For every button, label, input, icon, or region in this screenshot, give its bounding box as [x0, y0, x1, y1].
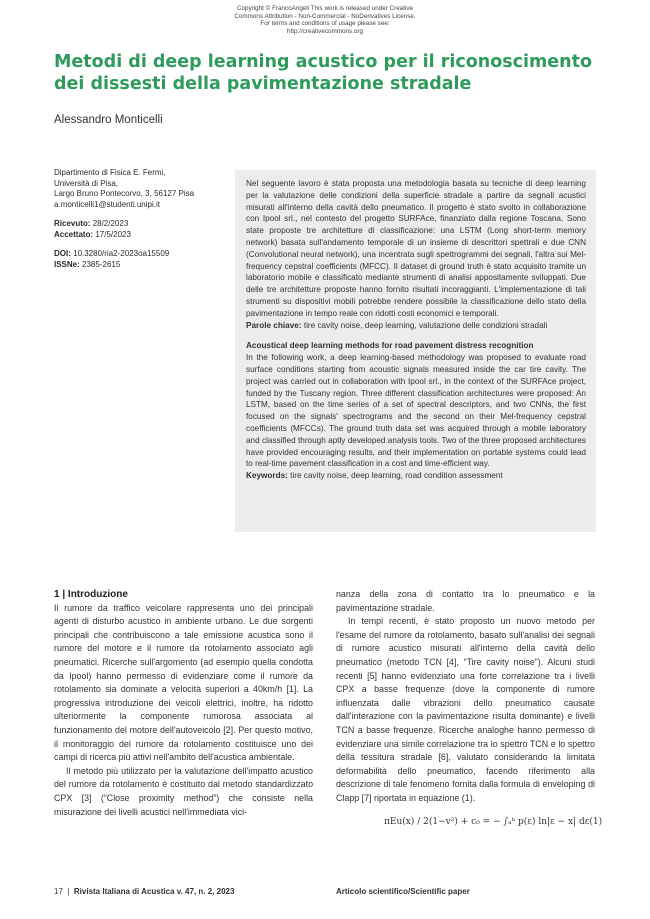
equation — [336, 816, 603, 830]
article-metadata — [54, 168, 224, 279]
keywords-label-en: Keywords: — [246, 471, 288, 481]
issn-label: ISSNe: — [54, 259, 80, 269]
copyright-line: Copyright © FrancoAngeli This work is released under Creative — [236, 5, 414, 12]
page-number: 17 — [54, 887, 63, 896]
received-date: 28/2/2023 — [92, 219, 129, 228]
paper-title: Metodi di deep learning acustico per il riconoscimento dei dissesti della pavimentazione stradale — [54, 52, 592, 94]
dates — [54, 219, 224, 240]
doi-value[interactable]: 10.3280/ria2-2023oa15509 — [73, 249, 170, 258]
doi-label: DOI: — [54, 249, 71, 258]
body-paragraph: Il metodo più utilizzato per la valutazione dell'impatto acustico del rumore da rotolamento è costituito dal metodo standardizzato CPX [3] (“Close proximity method”) che consiste nella misurazione dei livelli acustici nell'immediata vici- — [54, 765, 313, 817]
body-column-right — [336, 588, 603, 829]
keywords-it: tire cavity noise, deep learning, valutazione delle condizioni stradali — [303, 320, 548, 330]
body-paragraph: In tempi recenti, è stato proposto un nuovo metodo per l'esame del rumore da rotolamento, basato sull'analisi dei segnali di rumore acustico misurati all'interno della cavità dello pneumatico (metodo TCN [4], “Tire cavity noise”). Alcuni studi recenti [5] hanno evidenziato una forte correlazione tra i livelli CPX a basse frequenze (dove la componente di rumore influenzata dalle vibrazioni dello pneumatico causate dall'interazione con la pavimentazione risulta dominante) e livelli TCN a basse frequenze. Ricerche analoghe hanno permesso di evidenziare una simile correlazione tra lo spettro TCN e lo spettro della tessitura stradale [6], valutato considerando la limitata deformabilità dello pneumatico, facendo riferimento alla descrizione di tale fenomeno fornita dalla formula di enveloping di Clapp [7] riportata in equazione (1). — [336, 616, 595, 803]
issn-value: 2385-2615 — [82, 259, 121, 269]
section-heading: 1 | Introduzione — [54, 589, 128, 600]
copyright-link[interactable]: http://creativecommons.org — [287, 27, 363, 35]
accepted-date: 17/5/2023 — [95, 229, 131, 239]
abstract-box — [235, 170, 596, 532]
abstract-english-title: Acoustical deep learning methods for road pavement distress recognition — [246, 341, 534, 351]
copyright-line: Commons Attribution - Non-Commercial - NoDerivatives License. — [234, 12, 416, 20]
received-label: Ricevuto: — [54, 219, 91, 228]
body-column-left — [54, 588, 313, 819]
affiliation — [54, 168, 224, 210]
copyright-notice — [0, 5, 650, 35]
affiliation-line: Dipartimento di Fisica E. Fermi, — [54, 168, 166, 177]
identifiers — [54, 249, 224, 270]
accepted-label: Accettato: — [54, 229, 94, 239]
keywords-en: tire cavity noise, deep learning, road condition assessment — [290, 471, 503, 481]
abstract-italian: Nel seguente lavoro è stata proposta una metodologia basata su tecniche di deep learning per la valutazione delle condizioni della superficie stradale a partire da segnali acustici misurati all'interno della cavità dello pneumatico. Il progetto è stato svolto in collaborazione con Ipool srl., nel contesto del progetto SURFAce, finanziato dalla regione Toscana. Sono state proposte tre architetture di classificazione: una LSTM (Long short-term memory network) basata sull'andamento temporale di un insieme di descrittori spettrali e due CNN (Convolutional neural network), una incentrata sugli spettrogrammi dei segnali, l'altra sui Mel-frequency cepstral coefficients (MFCC). Il dataset di ground truth è stato acquisito tramite un laboratorio mobile e classificato mediante strumenti di analisi appositamente sviluppati. Due delle tre architetture proposte hanno fornito risultati incoraggianti. L'implementazione di tali strumenti su dispositivi mobili potrebbe rendere possibile la classificazione dello stato della pavimentazione in tempo reale con ridotti costi economici e temporali. — [246, 179, 586, 318]
author-name: Alessandro Monticelli — [54, 114, 163, 126]
abstract-english: In the following work, a deep learning-based methodology was proposed to evaluate road surface conditions starting from acoustic signals measured inside the car tire cavity. The project was carried out in collaboration with Ipool srl., in the context of the SURFAce project, funded by the Tuscany region. Three different classification architectures were proposed: An LSTM, based on the time series of a set of spectral descriptors, and two CNNs, the first focused on the signals' spectrograms and the second on their Mel-frequency cepstral coefficients (MFCCs). The ground truth data set was acquired through a mobile laboratory and classified through aptly developed analysis tools. Two of the three proposed architectures have provided encouraging results, and their implementation on portable systems could lead to real-time pavement classification in a cost and time-efficient way. — [246, 353, 586, 469]
equation-number: (1) — [589, 816, 603, 827]
journal-name: Rivista Italiana di Acustica v. 47, n. 2, 2023 — [73, 887, 235, 896]
author-email[interactable]: a.monticelli1@studenti.unipi.it — [54, 199, 160, 209]
keywords-label-it: Parole chiave: — [246, 320, 302, 330]
footer-separator: | — [67, 887, 70, 896]
equation-formula: πEu(x) / 2(1−v²) + c₀ = − ∫ₐᵇ p(ε) ln|ε − x| dε — [384, 816, 590, 827]
affiliation-line: Largo Bruno Pontecorvo, 3, 56127 Pisa — [54, 189, 195, 198]
affiliation-line: Università di Pisa, — [54, 178, 119, 188]
body-paragraph: nanza della zona di contatto tra lo pneumatico e la pavimentazione stradale. — [336, 589, 595, 613]
article-type: Articolo scientifico/Scientific paper — [336, 887, 470, 896]
copyright-line: For terms and conditions of usage please see: — [260, 20, 390, 28]
body-paragraph: Il rumore da traffico veicolare rappresenta uno dei principali agenti di disturbo acustico in ambiente urbano. Le due sorgenti principali che contribuiscono a tale emissione acustica sono il rumore del motore e il rumore da rotolamento associato agli pneumatici. Ricerche sull'argomento (ad esempio quella condotta da Ipool) hanno permesso di evidenziare come il rumore da rotolamento sia dominate a velocità superiori a 40km/h [1]. La progressiva introduzione dei veicoli elettrici, inoltre, ha ridotto ulteriormente la componente rumorosa associata al funzionamento del motore dell'autoveicolo [2]. Per questo motivo, il monitoraggio del rumore da rotolamento costituisce uno dei campi di ricerca più attivi nell'ambito dell'acustica ambientale. — [54, 602, 313, 763]
